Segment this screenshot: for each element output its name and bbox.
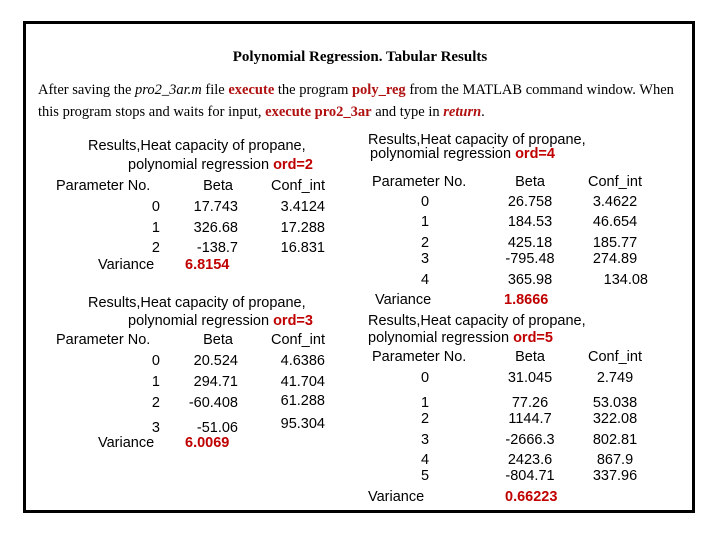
ord5-variance-value: 0.66223 (505, 489, 558, 505)
ord5-row3-n: 3 (420, 432, 430, 448)
ord5-row2-beta: 1144.7 (508, 411, 552, 427)
intro-text: the program (274, 82, 352, 98)
ord3-row2-beta: -60.408 (188, 395, 238, 411)
ord5-label: ord=5 (513, 330, 553, 346)
ord5-row0-n: 0 (420, 370, 430, 386)
ord4-row3-beta: -795.48 (505, 251, 555, 267)
ord5-row4-n: 4 (420, 452, 430, 468)
ord2-label: ord=2 (273, 157, 313, 173)
ord3-row3-beta: -51.06 (196, 420, 238, 436)
intro-program: poly_reg (351, 82, 406, 98)
ord4-col-conf: Conf_int (587, 174, 642, 190)
ord2-col-beta: Beta (203, 178, 233, 194)
ord5-header-prefix: polynomial regression (368, 330, 514, 346)
ord5-row4-conf: 867.9 (596, 452, 634, 468)
ord3-row3-conf: 95.304 (280, 416, 325, 432)
ord4-row4-n: 4 (420, 272, 430, 288)
ord5-row1-n: 1 (420, 395, 430, 411)
ord5-variance-label: Variance (368, 489, 425, 505)
ord4-row4-conf: 134.08 (603, 272, 648, 288)
ord2-col-conf: Conf_int (270, 178, 325, 194)
ord2-row2-beta: -138.7 (196, 240, 238, 256)
ord2-header-prefix: polynomial regression (128, 157, 274, 173)
intro-paragraph (38, 79, 688, 123)
ord4-label: ord=4 (515, 146, 555, 162)
ord5-row2-conf: 322.08 (592, 411, 638, 427)
ord4-row1-n: 1 (420, 214, 430, 230)
ord5-col-param: Parameter No. (372, 349, 467, 365)
ord5-header-line1: Results,Heat capacity of propane, (368, 313, 586, 329)
ord2-row0-n: 0 (151, 199, 160, 215)
ord3-col-conf: Conf_int (270, 332, 325, 348)
ord4-row1-conf: 46.654 (592, 214, 638, 230)
ord5-row3-beta: -2666.3 (505, 432, 555, 448)
ord4-header-prefix: polynomial regression (370, 146, 516, 162)
ord3-col-beta: Beta (203, 332, 233, 348)
ord5-row5-conf: 337.96 (592, 468, 638, 484)
ord4-header-line2 (370, 146, 555, 163)
ord5-row0-conf: 2.749 (596, 370, 634, 386)
ord4-row2-n: 2 (420, 235, 430, 251)
ord3-row0-beta: 20.524 (193, 353, 238, 369)
ord4-row0-conf: 3.4622 (592, 194, 638, 210)
ord5-col-beta: Beta (515, 349, 545, 365)
ord4-row0-beta: 26.758 (507, 194, 553, 210)
ord3-row1-beta: 294.71 (193, 374, 238, 390)
ord2-row0-beta: 17.743 (193, 199, 238, 215)
ord3-row0-conf: 4.6386 (280, 353, 325, 369)
intro-execute-pro2: execute pro2_3ar (265, 104, 372, 120)
slide-title: Polynomial Regression. Tabular Results (232, 49, 488, 65)
ord4-row2-conf: 185.77 (592, 235, 638, 251)
ord3-variance-label: Variance (98, 435, 155, 451)
ord2-col-param: Parameter No. (56, 178, 151, 194)
ord4-row1-beta: 184.53 (507, 214, 553, 230)
ord5-col-conf: Conf_int (587, 349, 642, 365)
ord5-row1-beta: 77.26 (511, 395, 549, 411)
ord2-row1-n: 1 (151, 220, 160, 236)
ord3-col-param: Parameter No. (56, 332, 151, 348)
ord2-variance-value: 6.8154 (185, 257, 230, 273)
ord3-row2-conf: 61.288 (280, 393, 325, 409)
ord4-header-line1: Results,Heat capacity of propane, (368, 132, 586, 148)
ord4-col-param: Parameter No. (372, 174, 467, 190)
ord3-row2-n: 2 (151, 395, 160, 411)
intro-execute: execute (228, 82, 275, 98)
ord2-row1-beta: 326.68 (193, 220, 238, 236)
ord4-variance-label: Variance (375, 292, 432, 308)
ord3-row1-n: 1 (151, 374, 160, 390)
ord5-row1-conf: 53.038 (592, 395, 638, 411)
intro-text: and type in (371, 104, 444, 120)
ord5-row4-beta: 2423.6 (507, 452, 553, 468)
ord5-row5-n: 5 (420, 468, 430, 484)
ord3-row1-conf: 41.704 (280, 374, 325, 390)
ord5-row2-n: 2 (420, 411, 430, 427)
ord4-variance-value: 1.8666 (504, 292, 549, 308)
intro-filename: pro2_3ar.m (135, 82, 202, 98)
ord3-header-prefix: polynomial regression (128, 313, 274, 329)
ord2-variance-label: Variance (98, 257, 155, 273)
ord2-row2-n: 2 (151, 240, 160, 256)
ord4-row0-n: 0 (420, 194, 430, 210)
ord4-col-beta: Beta (515, 174, 545, 190)
intro-text: from the MATLAB command window. When this program stops and waits for input, (38, 82, 674, 120)
intro-text: . (481, 104, 485, 120)
ord3-row3-n: 3 (151, 420, 160, 436)
ord4-row3-conf: 274.89 (592, 251, 638, 267)
intro-text: After saving the (38, 82, 136, 98)
ord3-header-line2 (128, 313, 313, 330)
intro-text: file (201, 82, 229, 98)
ord3-header-line1: Results,Heat capacity of propane, (88, 295, 306, 311)
ord2-row0-conf: 3.4124 (280, 199, 325, 215)
ord2-header-line2 (128, 157, 313, 174)
ord5-row5-beta: -804.71 (505, 468, 555, 484)
ord5-row3-conf: 802.81 (592, 432, 638, 448)
ord3-variance-value: 6.0069 (185, 435, 230, 451)
ord2-row1-conf: 17.288 (280, 220, 325, 236)
ord3-row0-n: 0 (151, 353, 160, 369)
ord4-row4-beta: 365.98 (507, 272, 553, 288)
ord4-row3-n: 3 (420, 251, 430, 267)
ord2-row2-conf: 16.831 (280, 240, 325, 256)
ord2-header-line1: Results,Heat capacity of propane, (88, 138, 306, 154)
ord5-header-line2 (368, 330, 553, 347)
ord3-label: ord=3 (273, 313, 313, 329)
intro-return: return (443, 104, 482, 120)
ord5-row0-beta: 31.045 (507, 370, 553, 386)
ord4-row2-beta: 425.18 (507, 235, 553, 251)
